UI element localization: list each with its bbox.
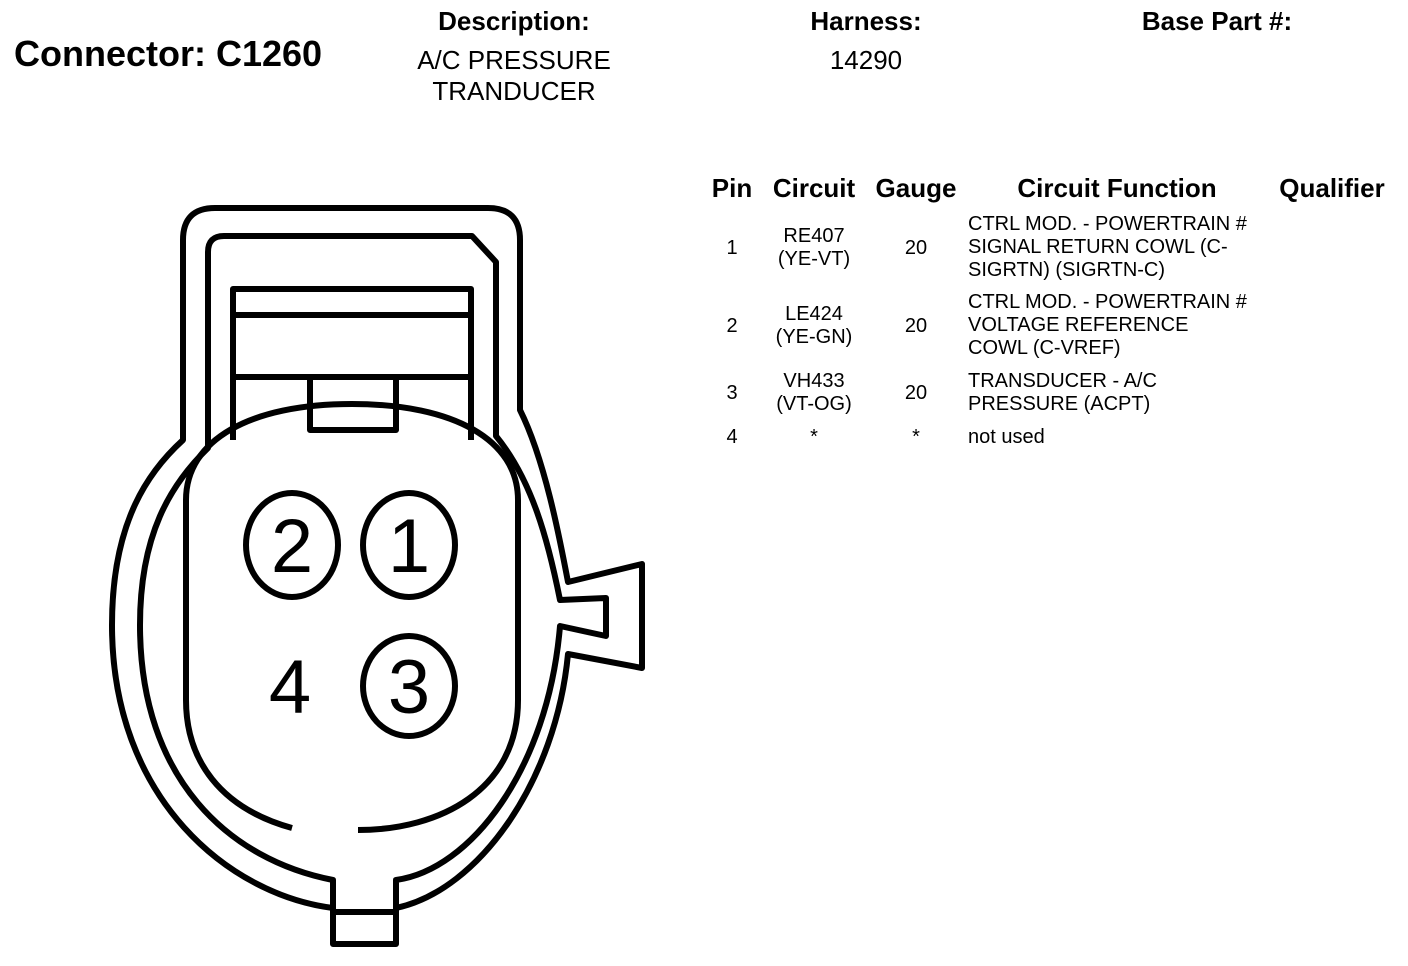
harness-label: Harness: — [810, 6, 922, 36]
pin-label-3: 3 — [387, 645, 431, 730]
locking-latch-top — [233, 289, 471, 315]
terminal-cavity — [186, 404, 518, 830]
connector-face-diagram — [0, 0, 700, 966]
column-header-pin: Pin — [711, 173, 753, 203]
circuit-color: (YE-GN) — [775, 326, 853, 348]
description-value — [384, 45, 644, 107]
harness-value: 14290 — [829, 45, 903, 75]
gauge-cell: 20 — [904, 237, 928, 259]
locking-latch-body — [233, 315, 471, 440]
column-header-qualifier: Qualifier — [1279, 173, 1385, 203]
column-header-circuit-function: Circuit Function — [1017, 173, 1217, 203]
description-label: Description: — [438, 6, 590, 36]
circuit-color: (YE-VT) — [777, 248, 851, 270]
circuit-cell — [762, 370, 866, 416]
pin-cell: 1 — [726, 237, 738, 259]
circuit-code: * — [810, 426, 818, 448]
gauge-cell: 20 — [904, 315, 928, 337]
function-cell: TRANSDUCER - A/C PRESSURE (ACPT) — [968, 370, 1157, 415]
pin-label-2: 2 — [270, 504, 314, 589]
connector-housing-outer — [112, 208, 642, 944]
column-header-circuit: Circuit — [772, 173, 856, 203]
function-cell: not used — [968, 426, 1045, 448]
circuit-cell — [762, 426, 866, 449]
connector-title: Connector: C1260 — [14, 33, 323, 74]
circuit-color: (VT-OG) — [776, 393, 852, 415]
circuit-cell — [762, 225, 866, 271]
pin-label-4: 4 — [268, 645, 312, 730]
description-value-line1: A/C PRESSURE — [417, 45, 611, 75]
pin-label-1: 1 — [387, 504, 431, 589]
function-cell: CTRL MOD. - POWERTRAIN # SIGNAL RETURN COWL (C- SIGRTN) (SIGRTN-C) — [968, 213, 1247, 281]
circuit-cell — [762, 303, 866, 349]
circuit-code: RE407 — [783, 225, 845, 247]
gauge-cell: 20 — [904, 382, 928, 404]
pin-cell: 4 — [726, 426, 738, 448]
pin-cell: 3 — [726, 382, 738, 404]
column-header-gauge: Gauge — [875, 173, 957, 203]
pin-cell: 2 — [726, 315, 738, 337]
circuit-code: LE424 — [785, 303, 843, 325]
gauge-cell: * — [912, 426, 920, 448]
function-cell: CTRL MOD. - POWERTRAIN # VOLTAGE REFERENCE COWL (C-VREF) — [968, 291, 1247, 359]
circuit-code: VH433 — [783, 370, 845, 392]
description-value-line2: TRANDUCER — [432, 76, 596, 106]
base-part-label: Base Part #: — [1141, 6, 1293, 36]
